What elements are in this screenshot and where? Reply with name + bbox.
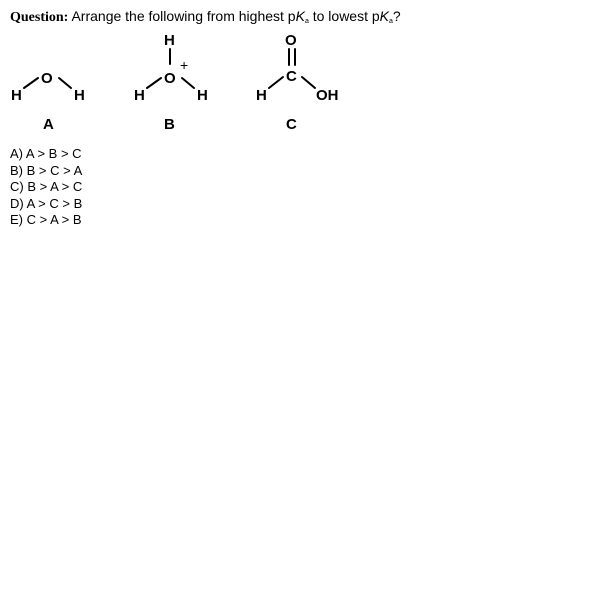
molecule-a-label: A xyxy=(43,116,54,133)
molecule-structures xyxy=(0,0,600,140)
molecule-b-charge: + xyxy=(180,57,189,73)
pka-k-symbol-1: K xyxy=(295,8,305,24)
question-label: Question: xyxy=(10,10,69,25)
molecule-b-bond-left xyxy=(147,78,161,88)
molecule-b-label: B xyxy=(164,116,175,133)
choice-b[interactable]: B) B > C > A xyxy=(10,162,83,178)
molecule-a-bond-right xyxy=(59,78,71,88)
molecule-a-h-left: H xyxy=(11,87,22,104)
pka-k-symbol-2: K xyxy=(379,8,390,24)
question-text-before: Arrange the following from highest p xyxy=(68,8,296,24)
pka-subscript-2: a xyxy=(389,18,393,25)
choice-a[interactable]: A) A > B > C xyxy=(10,146,82,161)
molecule-b-o-center: O xyxy=(164,70,176,87)
molecule-c-bond-right xyxy=(302,77,315,88)
choice-e[interactable]: E) C > A > B xyxy=(10,212,82,227)
molecule-c xyxy=(256,32,339,133)
molecule-b xyxy=(134,32,208,133)
question-text-middle: to lowest p xyxy=(308,8,380,24)
molecule-b-h-top: H xyxy=(164,32,175,49)
molecule-b-h-right: H xyxy=(197,87,208,104)
choice-d[interactable]: D) A > C > B xyxy=(10,195,83,211)
molecule-b-h-left: H xyxy=(134,87,145,104)
pka-subscript-1: a xyxy=(304,18,309,25)
molecule-a-h-right: H xyxy=(74,87,85,104)
molecule-c-c-center: C xyxy=(286,68,297,85)
molecule-c-o-top: O xyxy=(285,32,297,49)
choice-c[interactable]: C) B > A > C xyxy=(10,179,83,194)
molecule-c-h-left: H xyxy=(256,87,267,104)
molecule-a-bond-left xyxy=(24,78,38,88)
molecule-a-o-center: O xyxy=(41,70,53,87)
answer-choices xyxy=(10,146,82,229)
question-text-end: ? xyxy=(392,8,401,24)
molecule-b-bond-right xyxy=(182,78,194,88)
molecule-a xyxy=(11,70,85,133)
molecule-c-label: C xyxy=(286,116,297,133)
molecule-c-oh-right: OH xyxy=(316,87,339,104)
molecule-c-bond-left xyxy=(269,77,283,88)
